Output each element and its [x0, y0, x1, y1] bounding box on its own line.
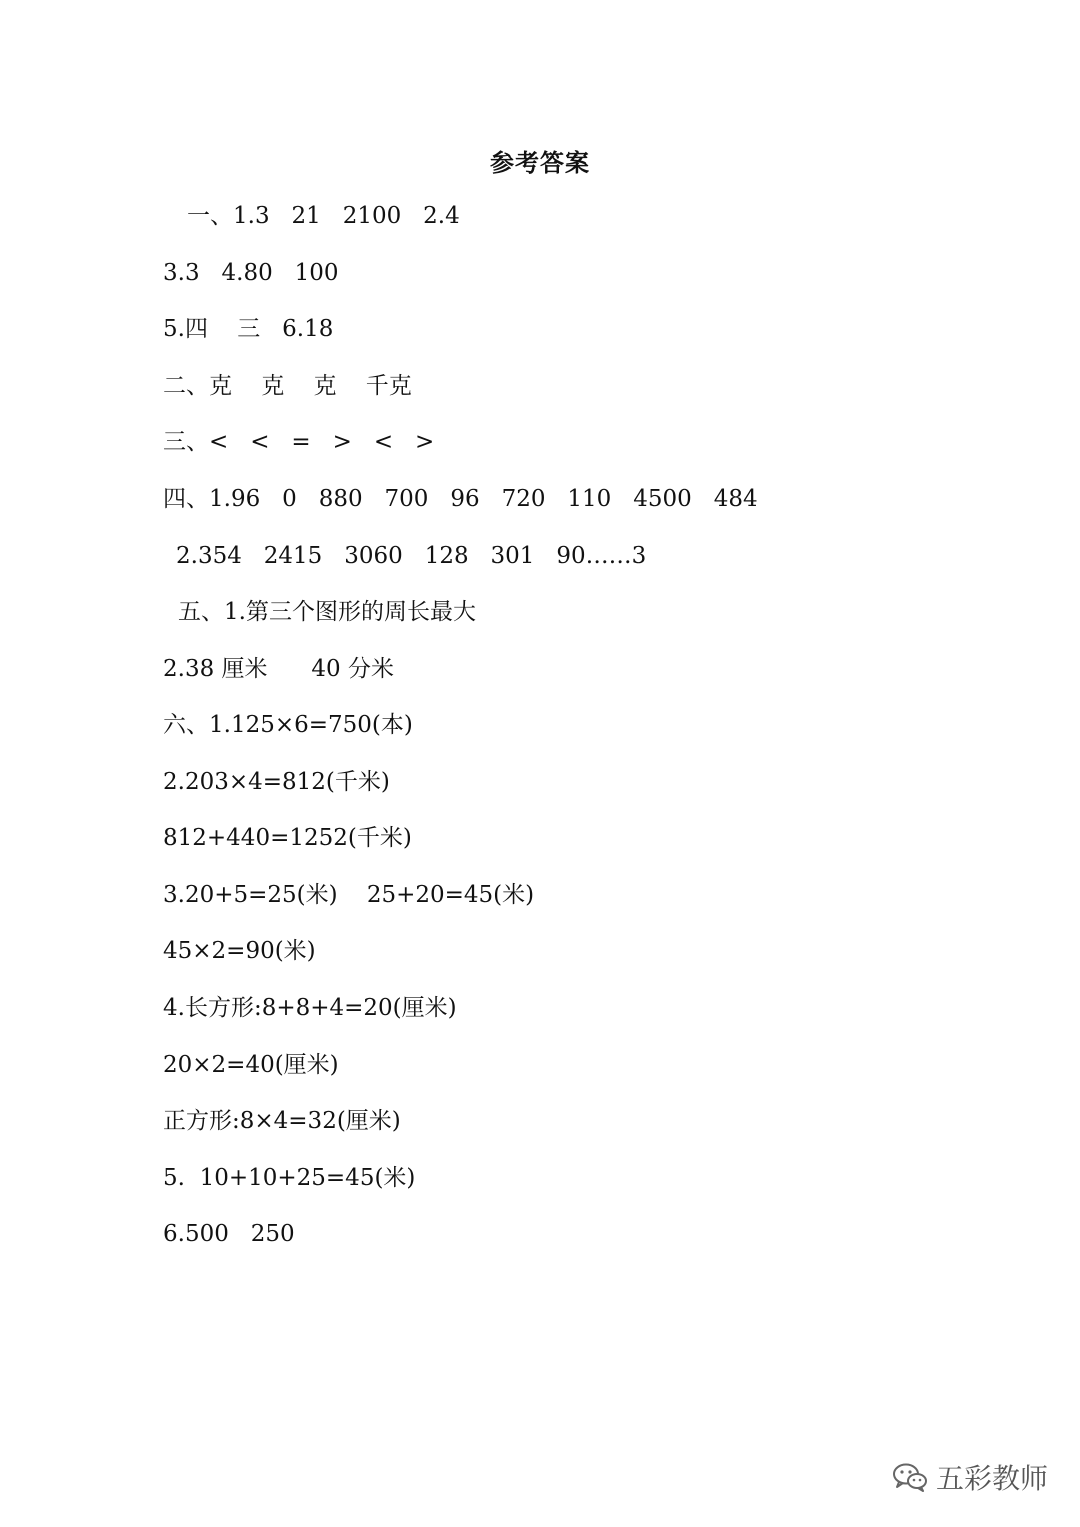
answer-line-5: 三、< < = > < > — [163, 429, 435, 455]
page-title: 参考答案 — [490, 148, 590, 177]
answer-line-15: 4.长方形:8+8+4=20(厘米) — [163, 995, 457, 1021]
answer-line-2: 3.3 4.80 100 — [163, 260, 339, 286]
answer-line-12: 812+440=1252(千米) — [163, 825, 412, 851]
wechat-icon — [892, 1462, 928, 1492]
answer-line-19: 6.500 250 — [163, 1221, 295, 1247]
answer-line-16: 20×2=40(厘米) — [163, 1052, 339, 1078]
answer-line-17: 正方形:8×4=32(厘米) — [163, 1108, 401, 1134]
answer-line-10: 六、1.125×6=750(本) — [163, 712, 413, 738]
answer-line-3: 5.四 三 6.18 — [163, 316, 334, 342]
answer-line-1: 一、1.3 21 2100 2.4 — [187, 203, 460, 229]
watermark-text: 五彩教师 — [935, 1462, 1048, 1495]
answer-line-4: 二、克 克 克 千克 — [163, 373, 412, 399]
answer-line-18: 5. 10+10+25=45(米) — [163, 1165, 416, 1191]
answer-line-9: 2.38 厘米 40 分米 — [163, 656, 394, 682]
answer-line-8: 五、1.第三个图形的周长最大 — [178, 599, 476, 625]
answer-line-7: 2.354 2415 3060 128 301 90……3 — [176, 543, 647, 569]
answer-line-14: 45×2=90(米) — [163, 938, 316, 964]
answer-line-11: 2.203×4=812(千米) — [163, 769, 390, 795]
answer-line-13: 3.20+5=25(米) 25+20=45(米) — [163, 882, 535, 908]
answer-line-6: 四、1.96 0 880 700 96 720 110 4500 484 — [163, 486, 758, 512]
watermark — [892, 1457, 1048, 1497]
